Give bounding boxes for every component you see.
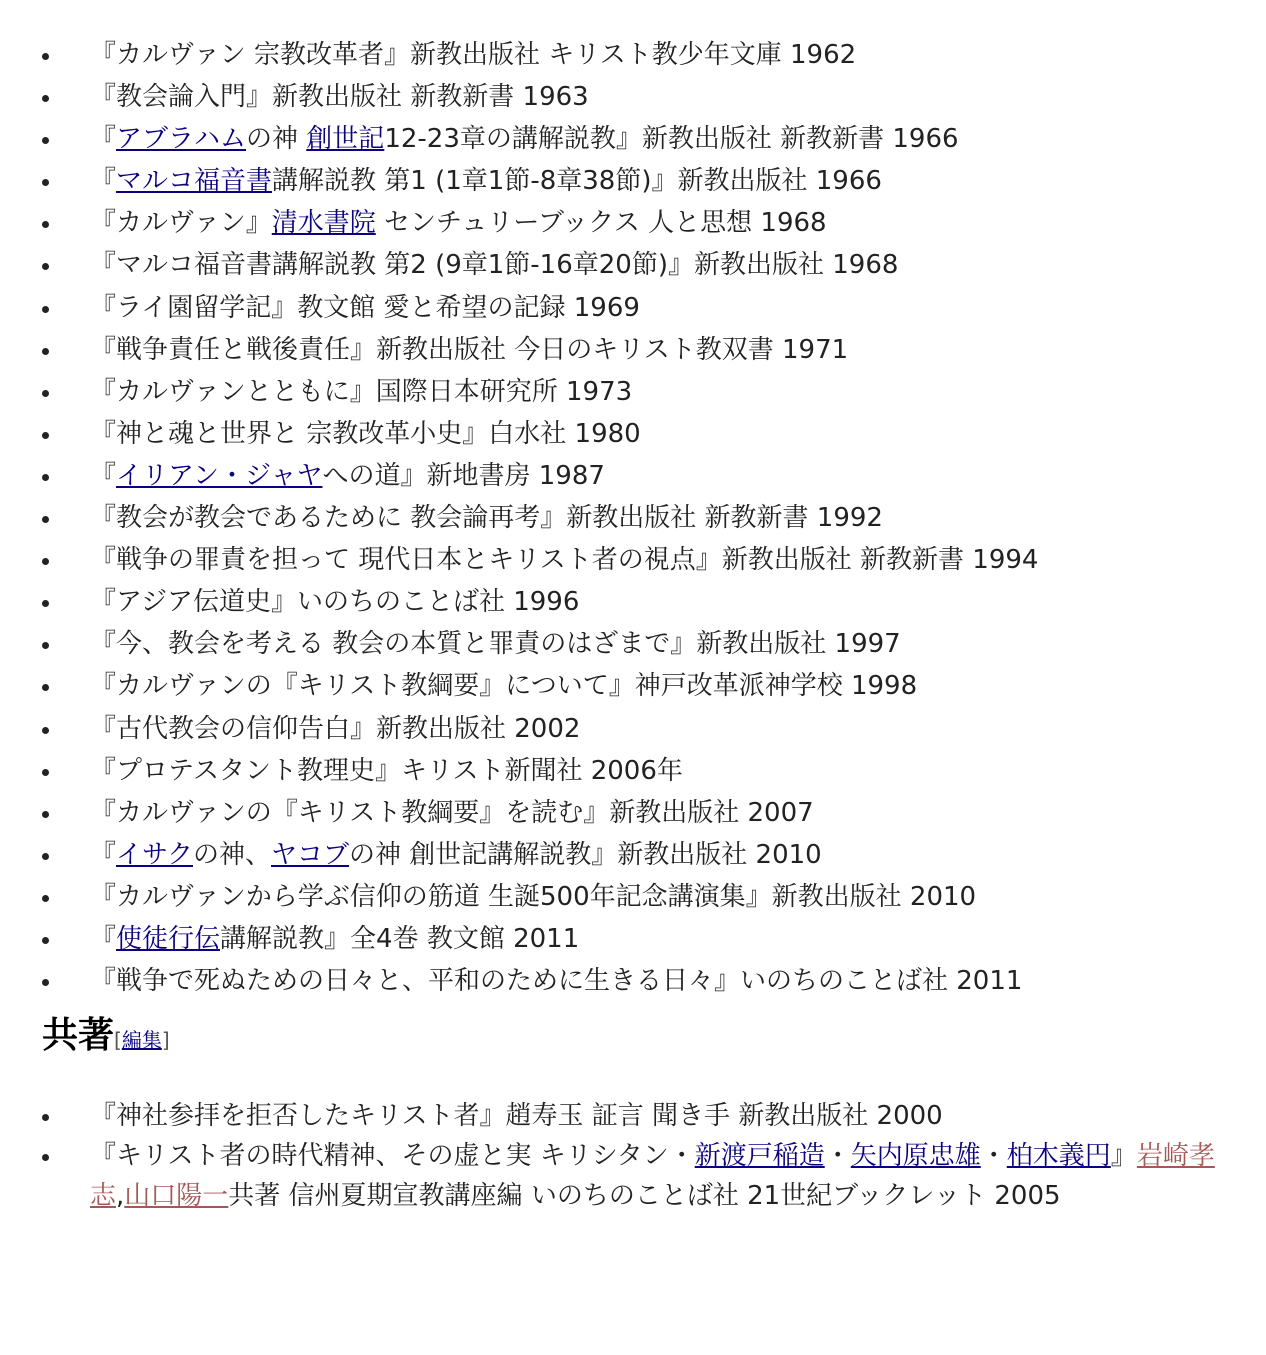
- item-text: への道』新地書房 1987: [322, 460, 605, 491]
- bullet-icon: [42, 179, 49, 186]
- bullet-icon: [42, 95, 49, 102]
- item-text: の神 創世記講解説教』新教出版社 2010: [349, 839, 822, 870]
- link-irian-jaya[interactable]: イリアン・ジャヤ: [116, 460, 323, 491]
- link-shimizu-shoin[interactable]: 清水書院: [271, 208, 376, 239]
- bullet-icon: [42, 1114, 49, 1121]
- item-text: ・: [980, 1141, 1007, 1172]
- bullet-icon: [42, 263, 49, 270]
- item-text: 『カルヴァンの『キリスト教綱要』を読む』新教出版社 2007: [90, 797, 814, 828]
- item-text: 『カルヴァンとともに』国際日本研究所 1973: [90, 376, 633, 407]
- item-text: 講解説教 第1 (1章1節-8章38節)』新教出版社 1966: [272, 166, 882, 197]
- bullet-icon: [42, 600, 49, 607]
- item-text: 『神と魂と世界と 宗教改革小史』白水社 1980: [90, 418, 641, 449]
- list-item: [0, 118, 1078, 160]
- list-item: [0, 834, 1078, 876]
- bullet-icon: [42, 979, 49, 986]
- item-text: の神: [246, 124, 307, 155]
- link-genesis[interactable]: 創世記: [306, 124, 385, 155]
- edit-link[interactable]: 編集: [121, 1028, 162, 1052]
- list-item: [0, 708, 1078, 750]
- item-text: 12-23章の講解説教』新教出版社 新教新書 1966: [384, 124, 959, 155]
- bullet-icon: [42, 516, 49, 523]
- item-text: 『古代教会の信仰告白』新教出版社 2002: [90, 713, 581, 744]
- bullet-icon: [42, 642, 49, 649]
- coauthored-list: [0, 1095, 1266, 1216]
- item-text: 『アジア伝道史』いのちのことば社 1996: [90, 587, 580, 618]
- item-text: 『キリスト者の時代精神、その虚と実 キリシタン・: [90, 1141, 695, 1172]
- list-item: [0, 497, 1078, 539]
- bullet-icon: [42, 348, 49, 355]
- bullet-icon: [42, 306, 49, 313]
- bullet-icon: [42, 137, 49, 144]
- bullet-icon: [42, 53, 49, 60]
- item-text: 『教会が教会であるために 教会論再考』新教出版社 新教新書 1992: [90, 503, 883, 534]
- item-text: 『カルヴァンから学ぶ信仰の筋道 生誕500年記念講演集』新教出版社 2010: [90, 881, 977, 912]
- edit-section: [114, 1028, 170, 1052]
- item-text: 『: [90, 839, 117, 870]
- list-item: [0, 623, 1078, 665]
- list-item: [0, 455, 1078, 497]
- link-gospel-of-mark[interactable]: マルコ福音書: [116, 166, 273, 197]
- item-text: 共著 信州夏期宣教講座編 いのちのことば社 21世紀ブックレット 2005: [228, 1180, 1061, 1211]
- list-item: [0, 581, 1078, 623]
- item-text: 『戦争で死ぬための日々と、平和のために生きる日々』いのちのことば社 2011: [90, 966, 1023, 997]
- bullet-icon: [42, 937, 49, 944]
- bullet-icon: [42, 895, 49, 902]
- item-text: 『カルヴァン 宗教改革者』新教出版社 キリスト教少年文庫 1962: [90, 40, 857, 70]
- item-text: 』: [1110, 1141, 1137, 1172]
- section-title: 共著: [42, 1015, 115, 1056]
- list-item: [0, 371, 1078, 413]
- item-text: 『カルヴァン』: [90, 208, 272, 239]
- bullet-icon: [42, 853, 49, 860]
- item-text: 『: [90, 460, 117, 491]
- link-jacob[interactable]: ヤコブ: [271, 839, 350, 870]
- item-text: ,: [116, 1180, 125, 1211]
- bullet-icon: [42, 769, 49, 776]
- list-item: [0, 76, 1078, 118]
- list-item: [0, 876, 1078, 918]
- bullet-icon: [42, 558, 49, 565]
- list-item: [0, 1095, 1266, 1137]
- link-abraham[interactable]: アブラハム: [116, 124, 247, 155]
- bullet-icon: [42, 221, 49, 228]
- bullet-icon: [42, 474, 49, 481]
- works-list: [0, 34, 1078, 1002]
- list-item: [0, 34, 1078, 76]
- list-item: [0, 665, 1078, 707]
- link-acts-of-apostles[interactable]: 使徒行伝: [116, 923, 221, 954]
- link-isaac[interactable]: イサク: [116, 839, 193, 870]
- bullet-icon: [42, 684, 49, 691]
- item-text: 『戦争の罪責を担って 現代日本とキリスト者の視点』新教出版社 新教新書 1994: [90, 545, 1039, 576]
- list-item: [0, 1137, 1266, 1216]
- list-item: [0, 539, 1078, 581]
- item-text: 『教会論入門』新教出版社 新教新書 1963: [90, 82, 589, 113]
- list-item: [0, 960, 1078, 1002]
- item-text: 『神社参拝を拒否したキリスト者』趙寿玉 証言 聞き手 新教出版社 2000: [90, 1101, 943, 1131]
- edit-bracket-open: [: [114, 1028, 122, 1052]
- list-item: [0, 160, 1078, 202]
- item-text: 『今、教会を考える 教会の本質と罪責のはざまで』新教出版社 1997: [90, 629, 901, 660]
- list-item: [0, 918, 1078, 960]
- bullet-icon: [42, 432, 49, 439]
- item-text: ・: [824, 1141, 851, 1172]
- list-item: [0, 287, 1078, 329]
- item-text: センチュリーブックス 人と思想 1968: [375, 208, 827, 239]
- list-item: [0, 750, 1078, 792]
- item-text: 『: [90, 124, 117, 155]
- item-text: 『: [90, 166, 117, 197]
- list-item: [0, 792, 1078, 834]
- list-item: [0, 413, 1078, 455]
- item-text: 『: [90, 923, 117, 954]
- link-yanaihara-tadao[interactable]: 矢内原忠雄: [850, 1141, 981, 1172]
- item-text: 『プロテスタント教理史』キリスト新聞社 2006年: [90, 755, 683, 786]
- item-text: 『戦争責任と戦後責任』新教出版社 今日のキリスト教双書 1971: [90, 334, 849, 365]
- link-iwasaki-takashi[interactable]: 岩崎孝志: [90, 1141, 1215, 1211]
- bullet-icon: [42, 1154, 49, 1161]
- list-item: [0, 244, 1078, 286]
- item-text: 『カルヴァンの『キリスト教綱要』について』神戸改革派神学校 1998: [90, 671, 918, 702]
- bullet-icon: [42, 727, 49, 734]
- bullet-icon: [42, 811, 49, 818]
- link-kashiwagi-gien[interactable]: 柏木義円: [1006, 1141, 1111, 1172]
- section-heading-coauthored: [42, 1010, 170, 1066]
- edit-bracket-close: ]: [161, 1028, 170, 1052]
- item-text: 『ライ園留学記』教文館 愛と希望の記録 1969: [90, 292, 640, 323]
- list-item: [0, 329, 1078, 371]
- link-nitobe-inazo[interactable]: 新渡戸稲造: [694, 1141, 825, 1172]
- link-yamaguchi-yoichi[interactable]: 山口陽一: [124, 1180, 229, 1211]
- list-item: [0, 202, 1078, 244]
- item-text: 講解説教』全4巻 教文館 2011: [220, 923, 580, 954]
- item-text: の神、: [192, 839, 271, 870]
- item-text: 『マルコ福音書講解説教 第2 (9章1節-16章20節)』新教出版社 1968: [90, 250, 899, 281]
- bullet-icon: [42, 390, 49, 397]
